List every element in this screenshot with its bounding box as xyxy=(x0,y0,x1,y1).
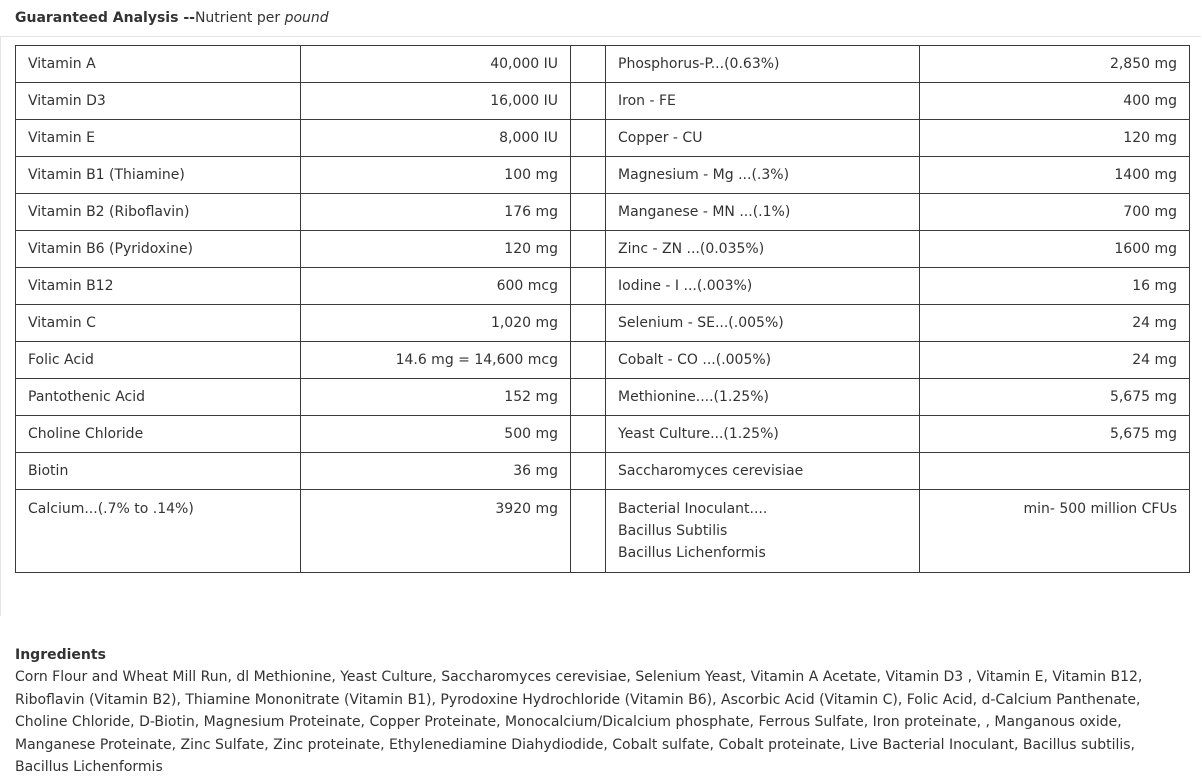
nutrient-name: Vitamin B6 (Pyridoxine) xyxy=(16,231,301,268)
page-heading xyxy=(15,9,329,27)
spacer-cell xyxy=(571,194,606,231)
nutrient-name: Vitamin E xyxy=(16,120,301,157)
nutrient-value: 600 mcg xyxy=(301,268,571,305)
table-row xyxy=(16,83,1190,120)
nutrient-name: Iron - FE xyxy=(606,83,920,120)
nutrient-value: 8,000 IU xyxy=(301,120,571,157)
nutrient-value: min- 500 million CFUs xyxy=(920,490,1190,573)
nutrient-value: 14.6 mg = 14,600 mcg xyxy=(301,342,571,379)
nutrient-name: Zinc - ZN ...(0.035%) xyxy=(606,231,920,268)
nutrient-value: 1,020 mg xyxy=(301,305,571,342)
nutrient-name: Methionine....(1.25%) xyxy=(606,379,920,416)
nutrient-name: Vitamin B1 (Thiamine) xyxy=(16,157,301,194)
ingredients-text: Corn Flour and Wheat Mill Run, dl Methionine, Yeast Culture, Saccharomyces cerevisiae, Selenium Yeast, Vitamin A Acetate, Vitamin D3 , Vitamin E, Vitamin B12, Riboflavin (Vitamin B2), Thiamine Mononitrate (Vitamin B1), Pyrodoxine Hydrochloride (Vitamin B6), Ascorbic Acid (Vitamin C), Folic Acid, d-Calcium Panthenate, Choline Chloride, D-Biotin, Magnesium Proteinate, Copper Proteinate, Monocalcium/Dicalcium phosphate, Ferrous Sulfate, Iron proteinate, , Manganous oxide, Manganese Proteinate, Zinc Sulfate, Zinc proteinate, Ethylenediamine Diahydiodide, Cobalt sulfate, Cobalt proteinate, Live Bacterial Inoculant, Bacillus subtilis, Bacillus Lichenformis xyxy=(15,669,1143,775)
nutrient-value: 5,675 mg xyxy=(920,416,1190,453)
spacer-cell xyxy=(571,268,606,305)
nutrient-name: Manganese - MN ...(.1%) xyxy=(606,194,920,231)
nutrient-value: 400 mg xyxy=(920,83,1190,120)
spacer-cell xyxy=(571,453,606,490)
nutrient-value: 500 mg xyxy=(301,416,571,453)
heading-unit: pound xyxy=(284,10,329,26)
table-row xyxy=(16,490,1190,573)
nutrient-name: Choline Chloride xyxy=(16,416,301,453)
ingredients-title: Ingredients xyxy=(15,647,106,663)
nutrient-value: 24 mg xyxy=(920,342,1190,379)
nutrient-value: 16,000 IU xyxy=(301,83,571,120)
table-row xyxy=(16,231,1190,268)
nutrient-name: Calcium...(.7% to .14%) xyxy=(16,490,301,573)
nutrient-name: Vitamin B12 xyxy=(16,268,301,305)
nutrient-value: 152 mg xyxy=(301,379,571,416)
nutrient-value: 3920 mg xyxy=(301,490,571,573)
nutrient-name: Selenium - SE...(.005%) xyxy=(606,305,920,342)
spacer-cell xyxy=(571,490,606,573)
nutrient-value: 1400 mg xyxy=(920,157,1190,194)
spacer-cell xyxy=(571,83,606,120)
nutrient-name: Iodine - I ...(.003%) xyxy=(606,268,920,305)
nutrient-name: Pantothenic Acid xyxy=(16,379,301,416)
nutrient-value: 2,850 mg xyxy=(920,46,1190,83)
nutrient-value: 16 mg xyxy=(920,268,1190,305)
table-row xyxy=(16,305,1190,342)
nutrient-name: Vitamin B2 (Riboflavin) xyxy=(16,194,301,231)
spacer-cell xyxy=(571,342,606,379)
nutrient-value: 5,675 mg xyxy=(920,379,1190,416)
nutrient-value: 700 mg xyxy=(920,194,1190,231)
nutrient-name: Cobalt - CO ...(.005%) xyxy=(606,342,920,379)
spacer-cell xyxy=(571,379,606,416)
nutrient-value: 1600 mg xyxy=(920,231,1190,268)
nutrient-name: Magnesium - Mg ...(.3%) xyxy=(606,157,920,194)
nutrient-name: Folic Acid xyxy=(16,342,301,379)
nutrient-value xyxy=(920,453,1190,490)
nutrient-name: Vitamin D3 xyxy=(16,83,301,120)
spacer-cell xyxy=(571,157,606,194)
table-row xyxy=(16,342,1190,379)
nutrient-value: 176 mg xyxy=(301,194,571,231)
table-row xyxy=(16,379,1190,416)
nutrient-name: Saccharomyces cerevisiae xyxy=(606,453,920,490)
nutrient-value: 100 mg xyxy=(301,157,571,194)
heading-bold: Guaranteed Analysis -- xyxy=(15,10,195,26)
spacer-cell xyxy=(571,231,606,268)
table-row xyxy=(16,157,1190,194)
table-row xyxy=(16,120,1190,157)
nutrient-name: Vitamin C xyxy=(16,305,301,342)
spacer-cell xyxy=(571,305,606,342)
nutrient-value: 36 mg xyxy=(301,453,571,490)
spacer-cell xyxy=(571,120,606,157)
nutrient-value: 120 mg xyxy=(301,231,571,268)
nutrient-value: 40,000 IU xyxy=(301,46,571,83)
table-row xyxy=(16,453,1190,490)
spacer-cell xyxy=(571,46,606,83)
heading-text: Nutrient per xyxy=(194,10,285,26)
nutrient-name: Phosphorus-P...(0.63%) xyxy=(606,46,920,83)
guaranteed-analysis-table xyxy=(15,45,1190,573)
nutrient-name: Vitamin A xyxy=(16,46,301,83)
table-row xyxy=(16,46,1190,83)
nutrient-value: 24 mg xyxy=(920,305,1190,342)
table-row xyxy=(16,268,1190,305)
nutrient-value: 120 mg xyxy=(920,120,1190,157)
nutrient-name xyxy=(606,490,920,573)
nutrient-name-line: Bacillus Subtilis xyxy=(618,523,728,539)
nutrient-name: Copper - CU xyxy=(606,120,920,157)
nutrient-name: Biotin xyxy=(16,453,301,490)
nutrient-name: Yeast Culture...(1.25%) xyxy=(606,416,920,453)
spacer-cell xyxy=(571,416,606,453)
table-row xyxy=(16,194,1190,231)
table-row xyxy=(16,416,1190,453)
nutrient-name-line: Bacillus Lichenformis xyxy=(618,545,766,561)
nutrient-name-line: Bacterial Inoculant.... xyxy=(618,501,768,517)
